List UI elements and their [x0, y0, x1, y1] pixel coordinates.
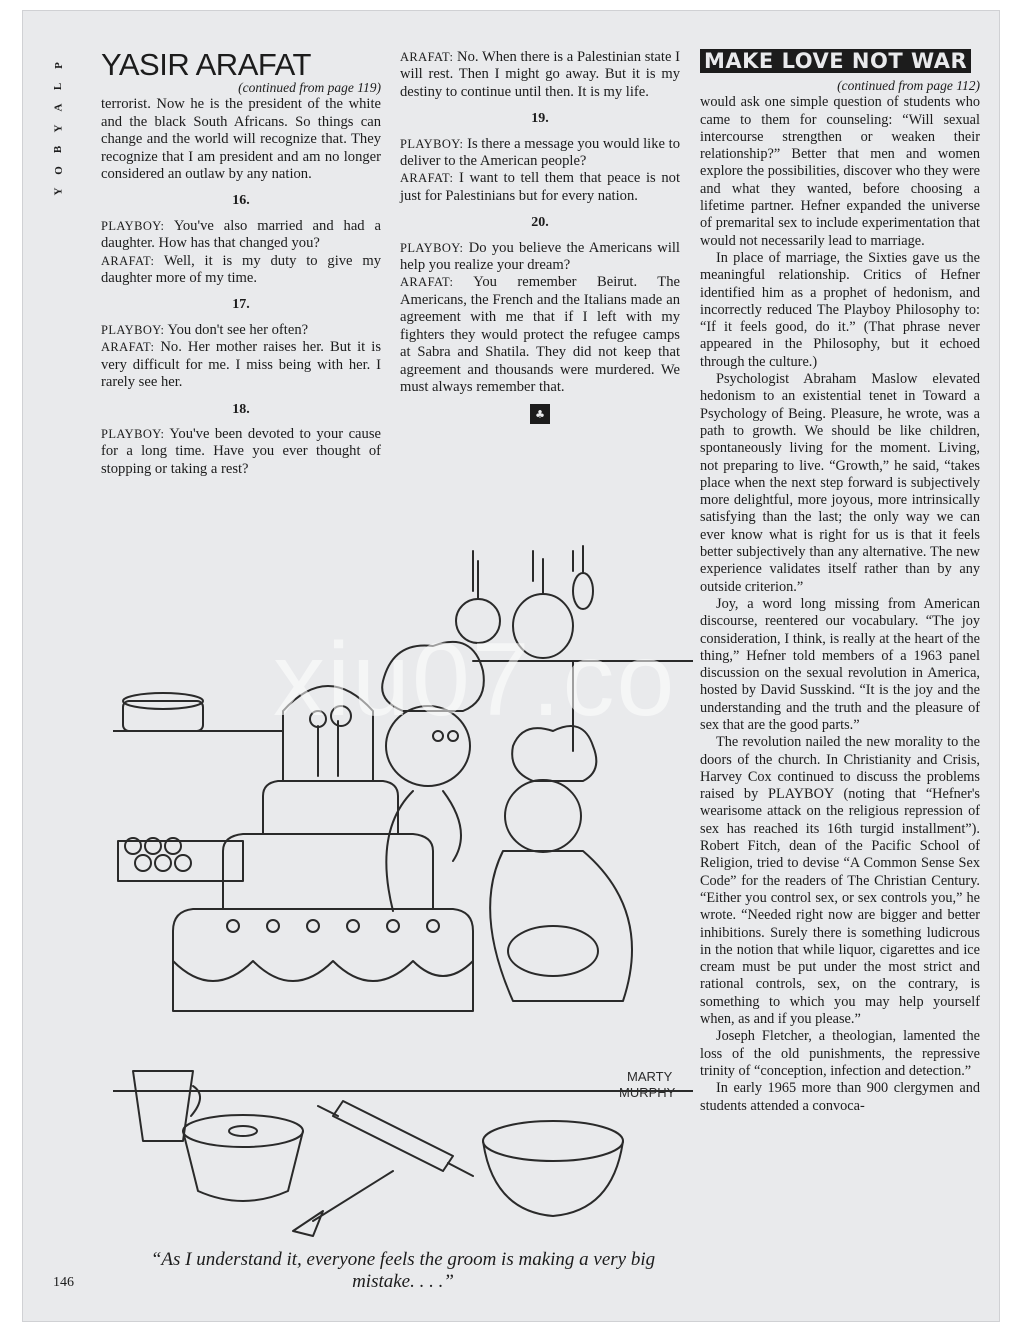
cartoon-illustration	[113, 531, 693, 1251]
answer-text: No. Her mother raises her. But it is very difficult for me. I miss being with her. I rarely see her.	[101, 339, 381, 391]
speaker-label: PLAYBOY:	[101, 426, 165, 441]
brand-letter: Y	[52, 124, 65, 133]
qa-question	[400, 136, 680, 171]
paragraph: Psychologist Abraham Maslow elevated hedonism to an existential tenet in Toward a Psychology of Being. Pleasure, he wrote, was a path to growth. We should be like children, spontaneously living for the moment. Living, not preparing to live. “Growth,” he said, “takes place when the next step forward is subjectively more delightful, more joyous, more intrinsically satisfying than the last; the only way we can ever know what is right for us is that it feels better subjectively than any alternative. The new experience validates itself rather than by any outside criterion.”	[700, 371, 980, 595]
question-text: You've been devoted to your cause for a long time. Have you ever thought of stopping or taking a rest?	[101, 425, 381, 477]
brand-letter: Y	[52, 187, 65, 196]
speaker-label: PLAYBOY:	[400, 240, 464, 255]
qa-question	[101, 426, 381, 478]
qa-question	[101, 218, 381, 253]
speaker-label: PLAYBOY:	[400, 136, 464, 151]
signature-line: MURPHY	[619, 1085, 676, 1100]
speaker-label: ARAFAT:	[400, 275, 454, 290]
paragraph: terrorist. Now he is the president of the white and the black South Africans. So things can change and the world will recognize that. They recognize that I am president and am no longer considered an outlaw by any nation.	[101, 96, 381, 183]
brand-letter: P	[52, 62, 65, 69]
article-headline: YASIR ARAFAT	[101, 47, 311, 82]
question-text: Do you believe the Americans will help you realize your dream?	[400, 239, 680, 274]
paragraph: In early 1965 more than 900 clergymen and students attended a convoca-	[700, 1080, 980, 1114]
qa-answer	[400, 170, 680, 205]
qa-question	[101, 322, 381, 339]
paragraph: The revolution nailed the new morality to the doors of the church. In Christianity and Crisis, Harvey Cox continued to discuss the problems raised by PLAYBOY (noting that “Hefner's wearisome attack on the religious repression of sex has reached its 16th turgid installment”). Robert Fitch, dean of the Pacific School of Religion, tried to devise “A Common Sense Sex Code” for the readers of The Christian Century. “Either you control sex, or sex controls you,” he wrote. “Needed right now are bigger and better inhibitions. Surely there is something ludicrous in the notion that while liquor, cigarettes and ice cream must be put under the most strict and rational controls, sex, on the contrary, is something to which you may help yourself when, as and if you please.”	[700, 734, 980, 1028]
question-number: 19.	[531, 111, 549, 127]
speaker-label: ARAFAT:	[400, 50, 454, 64]
vertical-brand	[49, 55, 69, 202]
qa-answer	[400, 49, 680, 101]
rabbit-end-mark-icon: ♣	[530, 404, 550, 424]
brand-letter: A	[52, 103, 65, 112]
speaker-label: ARAFAT:	[101, 340, 155, 355]
answer-text: No. When there is a Palestinian state I will rest. Then I might go away. But it is my destiny to continue until then. It is my life.	[400, 49, 680, 100]
speaker-label: ARAFAT:	[400, 171, 454, 186]
answer-text: I want to tell them that peace is not just for Palestinians but for every nation.	[400, 170, 681, 204]
continued-note: (continued from page 112)	[837, 78, 980, 93]
article-headline: MAKE LOVE NOT WAR	[700, 49, 971, 73]
answer-text: Well, it is my duty to give my daughter more of my time.	[101, 252, 381, 287]
qa-answer	[101, 339, 381, 391]
question-number: 17.	[232, 297, 250, 313]
question-text: Is there a message you would like to deliver to the American people?	[400, 135, 680, 170]
page-number: 146	[53, 1275, 74, 1290]
brand-letter: B	[52, 145, 65, 154]
magazine-page	[22, 10, 1000, 1322]
column-3	[700, 49, 980, 1115]
brand-letter: O	[52, 166, 65, 175]
speaker-label: PLAYBOY:	[101, 322, 165, 337]
continued-note: (continued from page 119)	[238, 80, 381, 95]
artist-signature	[619, 1069, 676, 1100]
paragraph: Joy, a word long missing from American discourse, reentered our vocabulary. “The joy consideration, I think, is really at the heart of the thing,” Hefner told members of a 1963 panel discussion on the sexual revolution in America, hosted by David Susskind. “It is the joy and the understanding and the truth and the pleasure of sex that are the good parts.”	[700, 595, 980, 733]
paragraph: would ask one simple question of students who came to them for counseling: “Will sexual intercourse strengthen or weaken their relationship?” Better that men and women explore the possibilities, discover who they were and what they wanted, before choosing a lifetime partner. Hefner expanded the universe of premarital sex to include experimentation that would not necessarily lead to marriage.	[700, 94, 980, 249]
signature-line: MARTY	[627, 1069, 673, 1084]
cartoon-caption: “As I understand it, everyone feels the groom is making a very big mistake. . . .”	[150, 1249, 656, 1292]
speaker-label: ARAFAT:	[101, 253, 155, 268]
paragraph: Joseph Fletcher, a theologian, lamented the loss of the old punishments, the repressive trinity of “conception, infection and detection.”	[700, 1028, 980, 1079]
column-1	[101, 49, 381, 478]
watermark: xiu07.co	[273, 622, 677, 738]
qa-answer	[101, 253, 381, 288]
column-2	[400, 49, 680, 424]
paragraph: In place of marriage, the Sixties gave us the meaningful relationship. Critics of Hefner identified him as a prophet of hedonism, and incorrectly reduced The Playboy Philosophy to: “If it feels good, do it.” (That phrase never appeared in the Philosophy, but it echoed through the culture.)	[700, 249, 980, 370]
answer-text: You remember Beirut. The Americans, the French and the Italians made an agreement with me that if I left with my fighters they would protect the refugee camps at Sabra and Shatila. They did not keep that agreement and thousands were murdered. We must always remember that.	[400, 274, 680, 395]
question-text: You don't see her often?	[167, 321, 309, 338]
qa-question	[400, 240, 680, 275]
question-number: 18.	[232, 401, 250, 417]
question-number: 16.	[232, 193, 250, 209]
question-text: You've also married and had a daughter. How has that changed you?	[101, 217, 382, 252]
speaker-label: PLAYBOY:	[101, 218, 165, 233]
brand-letter: L	[52, 82, 65, 91]
question-number: 20.	[531, 215, 549, 231]
qa-answer	[400, 274, 680, 396]
